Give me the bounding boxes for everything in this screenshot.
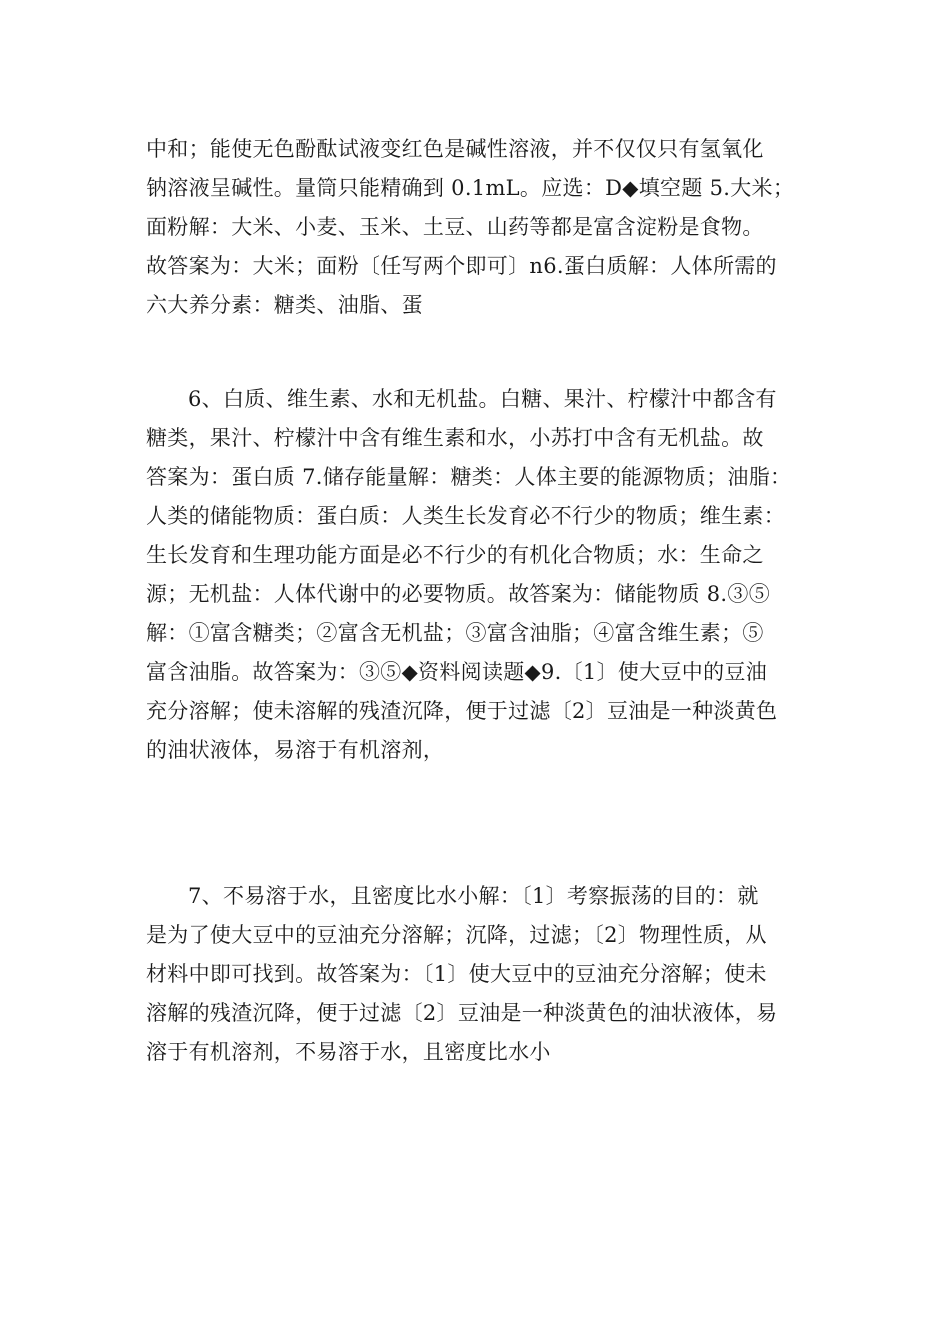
paragraph-line: 答案为：蛋白质 7.储存能量解：糖类：人体主要的能源物质；油脂： [146, 465, 792, 489]
paragraph-line: 中和；能使无色酚酞试液变红色是碱性溶液，并不仅仅只有氢氧化 [146, 137, 764, 161]
paragraph-line: 生长发育和生理功能方面是必不行少的有机化合物质；水：生命之 [146, 543, 764, 567]
paragraph-line: 是为了使大豆中的豆油充分溶解；沉降，过滤；〔2〕物理性质，从 [146, 923, 767, 947]
paragraph-line: 解：①富含糖类；②富含无机盐；③富含油脂；④富含维生素；⑤ [146, 621, 764, 645]
paragraph-3 [146, 877, 810, 1072]
paragraph-line: 六大养分素：糖类、油脂、蛋 [146, 293, 423, 317]
paragraph-line: 充分溶解；使未溶解的残渣沉降，便于过滤〔2〕豆油是一种淡黄色 [146, 699, 778, 723]
paragraph-line: 故答案为：大米；面粉〔任写两个即可〕n6.蛋白质解：人体所需的 [146, 254, 777, 278]
paragraph-line: 人类的储能物质：蛋白质：人类生长发育必不行少的物质；维生素： [146, 504, 785, 528]
paragraph-line: 的油状液体，易溶于有机溶剂， [146, 738, 445, 762]
paragraph-line: 钠溶液呈碱性。量筒只能精确到 0.1mL。应选：D◆填空题 5.大米； [146, 176, 795, 200]
paragraph-line: 6、白质、维生素、水和无机盐。白糖、果汁、柠檬汁中都含有 [188, 387, 777, 411]
paragraph-2 [146, 380, 810, 770]
paragraph-1 [146, 130, 810, 325]
paragraph-line: 糖类，果汁、柠檬汁中含有维生素和水，小苏打中含有无机盐。故 [146, 426, 764, 450]
paragraph-line: 材料中即可找到。故答案为：〔1〕使大豆中的豆油充分溶解；使未 [146, 962, 767, 986]
paragraph-line: 溶解的残渣沉降，便于过滤〔2〕豆油是一种淡黄色的油状液体，易 [146, 1001, 778, 1025]
paragraph-line: 富含油脂。故答案为：③⑤◆资料阅读题◆9.〔1〕使大豆中的豆油 [146, 660, 767, 684]
paragraph-line: 7、不易溶于水，且密度比水小解：〔1〕考察振荡的目的：就 [188, 884, 759, 908]
paragraph-line: 源；无机盐：人体代谢中的必要物质。故答案为：储能物质 8.③⑤ [146, 582, 771, 606]
paragraph-line: 面粉解：大米、小麦、玉米、土豆、山药等都是富含淀粉是食物。 [146, 215, 764, 239]
paragraph-line: 溶于有机溶剂，不易溶于水，且密度比水小 [146, 1040, 551, 1064]
